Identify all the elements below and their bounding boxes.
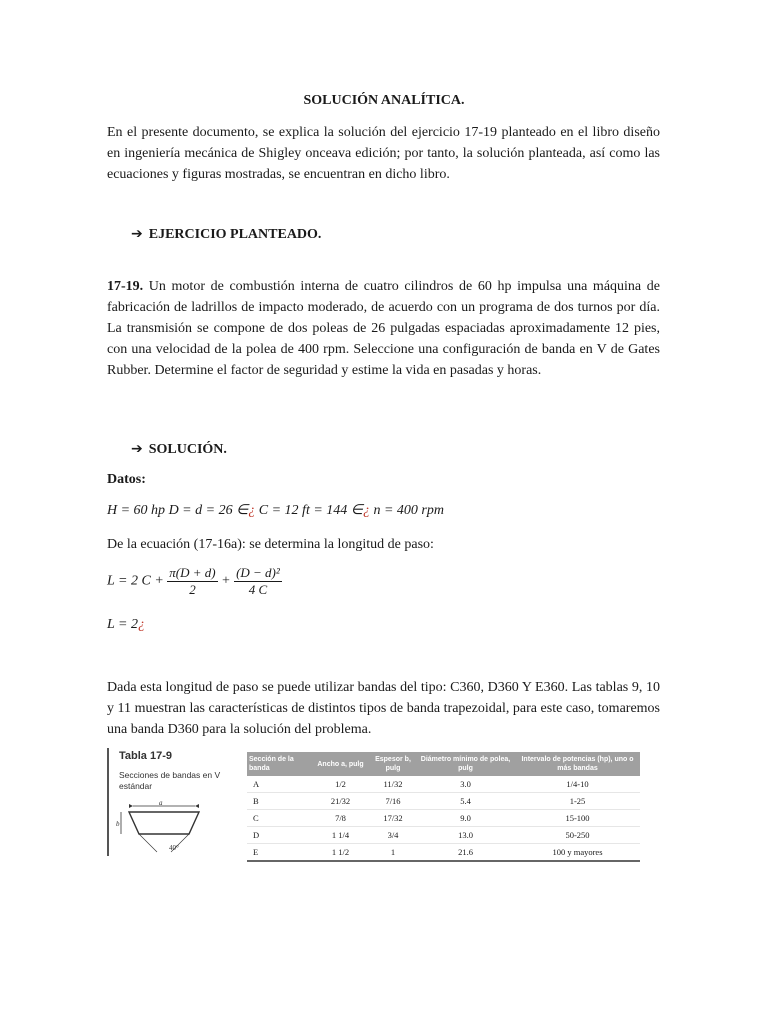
table-cell: 5.4: [416, 793, 515, 810]
broken-glyph: ¿: [137, 617, 145, 632]
table-cell: A: [247, 776, 311, 793]
eq-fraction-1: [167, 565, 217, 598]
broken-glyph: ¿: [362, 503, 370, 518]
column-header: Intervalo de potencias (hp), uno o más bandas: [515, 752, 640, 776]
heading-exercise: [131, 226, 321, 243]
eq-plus: +: [221, 573, 231, 589]
table-cell: 3.0: [416, 776, 515, 793]
heading-solution: [131, 441, 227, 458]
table-cell: 9.0: [416, 810, 515, 827]
broken-glyph: ¿: [248, 503, 256, 518]
arrow-right-icon: ➔: [131, 226, 143, 242]
eq-fraction-2-num: (D − d)²: [236, 565, 280, 580]
exercise-text: Un motor de combustión interna de cuatro cilindros de 60 hp impulsa una máquina de fabricación de ladrillos de impacto moderado, de acuerdo con un programa de dos turnos por día. La transmisión se compone de dos poleas de 26 pulgadas espaciadas aproximadamente 12 pies, con una velocidad de la polea de 400 rpm. Seleccione una configuración de banda en V de Gates Rubber. Determine el factor de seguridad y estime la vida en pasadas y horas.: [107, 279, 660, 378]
table-cell: 13.0: [416, 827, 515, 844]
table-cell: 1 1/4: [311, 827, 370, 844]
table-row: [247, 793, 640, 810]
table-row: [247, 844, 640, 862]
table-cell: 1: [370, 844, 416, 862]
eq-lhs: L = 2 C +: [107, 573, 164, 589]
v-belt-section-diagram: [117, 800, 227, 856]
svg-text:a: a: [159, 799, 163, 807]
table-row: [247, 827, 640, 844]
exercise-number: 17-19.: [107, 279, 144, 294]
column-header: Diámetro mínimo de polea, pulg: [416, 752, 515, 776]
table-cell: 50-250: [515, 827, 640, 844]
table-row: [247, 776, 640, 793]
column-header: Ancho a, pulg: [311, 752, 370, 776]
svg-text:b: b: [116, 820, 120, 828]
table-cell: 100 y mayores: [515, 844, 640, 862]
eq-fraction-1-den: 2: [189, 582, 196, 597]
table-cell: 21.6: [416, 844, 515, 862]
given-h: H = 60 hp: [107, 503, 166, 518]
given-n: n = 400 rpm: [373, 503, 444, 518]
figure-subtitle: Secciones de bandas en V estándar: [119, 770, 221, 791]
arrow-right-icon: ➔: [131, 441, 143, 457]
conclusion-paragraph: Dada esta longitud de paso se puede utilizar bandas del tipo: C360, D360 Y E360. Las tablas 9, 10 y 11 muestran las características de distintos tipos de banda trapezoidal, para este caso, tomaremos una banda D360 para la solución del problema.: [107, 680, 660, 737]
table-cell: 1/4-10: [515, 776, 640, 793]
table-cell: 1-25: [515, 793, 640, 810]
page-title: SOLUCIÓN ANALÍTICA.: [303, 93, 465, 108]
table-cell: 7/16: [370, 793, 416, 810]
table-cell: E: [247, 844, 311, 862]
v-belt-table: [247, 752, 640, 862]
table-cell: 21/32: [311, 793, 370, 810]
eq-fraction-2: [234, 565, 282, 598]
given-c: C = 12 ft = 144 ∈: [258, 503, 363, 518]
column-header: Espesor b, pulg: [370, 752, 416, 776]
table-row: [247, 810, 640, 827]
exercise-paragraph: [107, 276, 660, 381]
table-cell: B: [247, 793, 311, 810]
heading-exercise-label: EJERCICIO PLANTEADO.: [148, 227, 322, 242]
pitch-length-equation: [107, 565, 282, 598]
table-cell: 7/8: [311, 810, 370, 827]
table-cell: 15-100: [515, 810, 640, 827]
heading-solution-label: SOLUCIÓN.: [148, 442, 227, 457]
column-header: Sección de la banda: [247, 752, 311, 776]
datos-label: Datos:: [107, 472, 146, 487]
eq-fraction-1-num: π(D + d): [169, 565, 216, 580]
table-cell: 3/4: [370, 827, 416, 844]
table-header-row: [247, 752, 640, 776]
result-lhs: L = 2: [107, 617, 138, 632]
table-cell: D: [247, 827, 311, 844]
table-cell: 1/2: [311, 776, 370, 793]
result-equation: [107, 617, 145, 633]
table-cell: 17/32: [370, 810, 416, 827]
figure-caption: [107, 748, 237, 856]
intro-paragraph: En el presente documento, se explica la solución del ejercicio 17-19 planteado en el libro diseño en ingeniería mecánica de Shigley onceava edición; por tanto, la solución planteada, así como las ecuaciones y figuras mostradas, se encuentran en dicho libro.: [107, 125, 660, 182]
figure-title: Tabla 17-9: [119, 750, 172, 762]
angle-label: 40°: [169, 844, 179, 852]
equation-intro: De la ecuación (17-16a): se determina la longitud de paso:: [107, 537, 434, 552]
table-cell: 1 1/2: [311, 844, 370, 862]
table-cell: 11/32: [370, 776, 416, 793]
eq-fraction-2-den: 4 C: [248, 582, 268, 597]
given-values: [107, 502, 444, 519]
table-cell: C: [247, 810, 311, 827]
given-d: D = d = 26 ∈: [168, 503, 249, 518]
